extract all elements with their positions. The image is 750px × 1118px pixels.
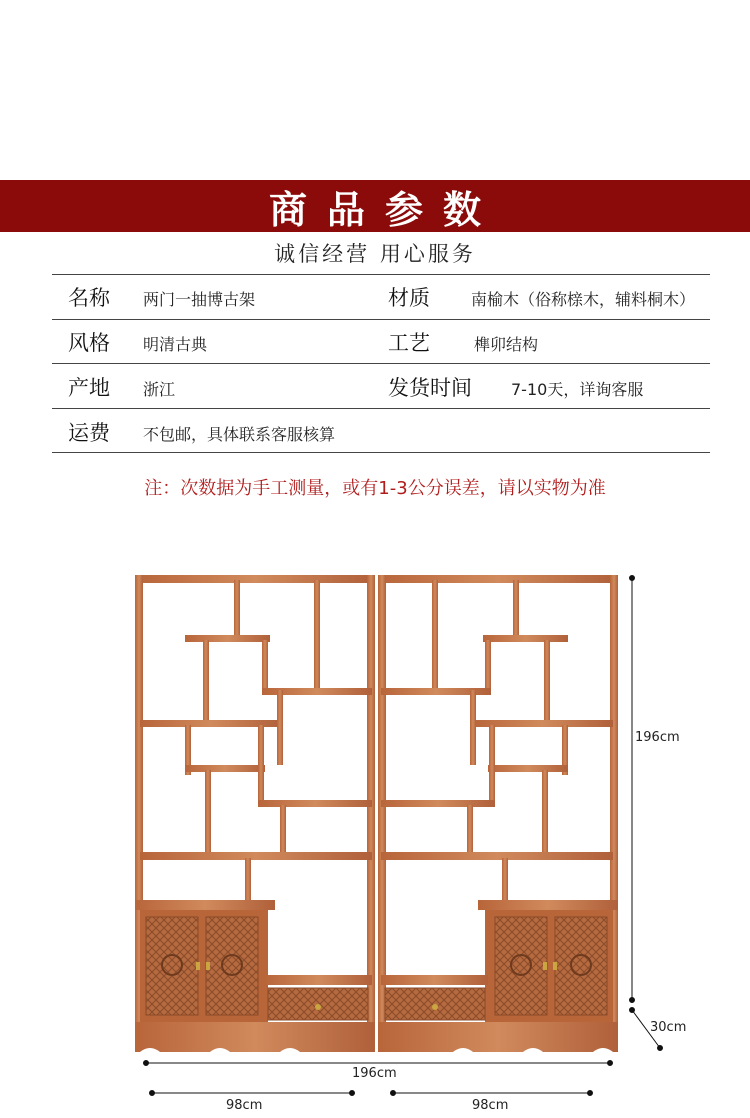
spec-value-craft: 榫卯结构 bbox=[474, 335, 539, 354]
banner-title: 商品参数 bbox=[268, 186, 501, 232]
slogan: 诚信经营 用心服务 bbox=[274, 242, 476, 266]
divider bbox=[52, 452, 710, 453]
spec-label-craft: 工艺 bbox=[388, 331, 430, 355]
left-unit-width-label: 98cm bbox=[226, 1098, 263, 1113]
spec-row bbox=[0, 321, 750, 365]
spec-row bbox=[0, 366, 750, 410]
spec-value-shipping-time: 7-10天，详询客服 bbox=[511, 380, 644, 399]
right-unit-width-label: 98cm bbox=[472, 1098, 509, 1113]
left-shelf-unit bbox=[135, 575, 375, 1052]
divider bbox=[52, 319, 710, 320]
spec-label-origin: 产地 bbox=[68, 376, 110, 400]
spec-value-style: 明清古典 bbox=[143, 335, 208, 354]
spec-value-name: 两门一抽博古架 bbox=[143, 290, 256, 309]
depth-dimension-label: 30cm bbox=[650, 1020, 687, 1035]
spec-label-material: 材质 bbox=[388, 286, 430, 310]
spec-value-material: 南榆木（俗称榇木，辅料桐木） bbox=[471, 290, 696, 309]
spec-row bbox=[0, 276, 750, 320]
spec-label-style: 风格 bbox=[68, 331, 110, 355]
spec-label-freight: 运费 bbox=[68, 421, 110, 445]
spec-value-freight: 不包邮，具体联系客服核算 bbox=[143, 425, 336, 444]
total-width-label: 196cm bbox=[352, 1066, 397, 1081]
spec-label-shipping-time: 发货时间 bbox=[388, 376, 472, 400]
height-dimension-label: 196cm bbox=[635, 730, 680, 745]
spec-label-name: 名称 bbox=[68, 286, 110, 310]
divider bbox=[52, 274, 710, 275]
product-figure bbox=[0, 560, 750, 1118]
right-shelf-unit bbox=[378, 575, 618, 1052]
measurement-note: 注：次数据为手工测量，或有1-3公分误差，请以实物为准 bbox=[144, 478, 606, 499]
header-banner bbox=[0, 180, 750, 232]
bookshelf-illustration bbox=[0, 560, 750, 1118]
spec-row bbox=[0, 411, 750, 455]
divider bbox=[52, 363, 710, 364]
divider bbox=[52, 408, 710, 409]
spec-value-origin: 浙江 bbox=[143, 380, 176, 399]
